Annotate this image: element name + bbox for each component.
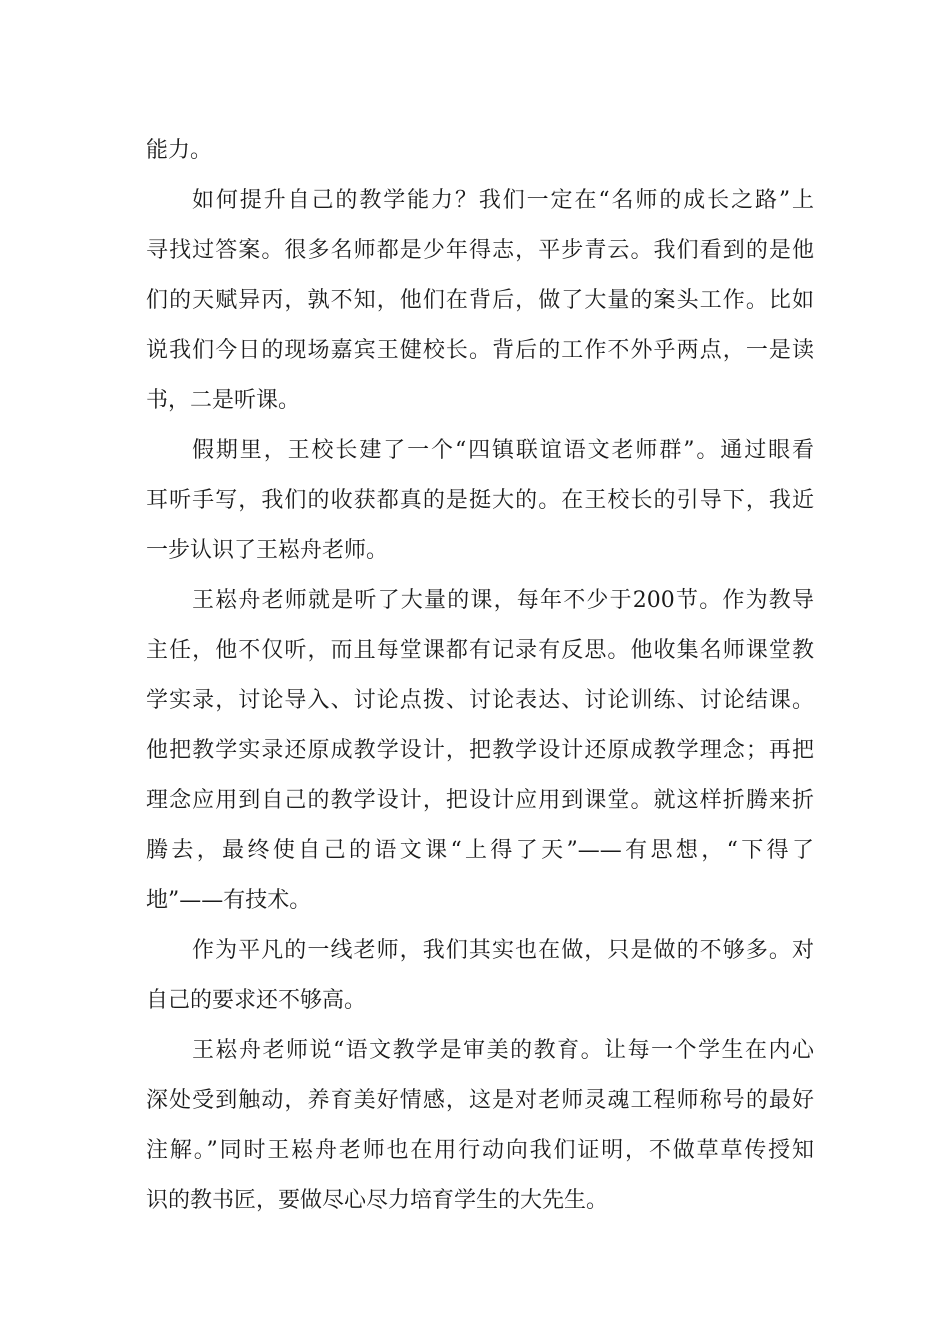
text-line: 寻找过答案。很多名师都是少年得志，平步青云。我们看到的是他 (146, 238, 814, 263)
text-line: 他把教学实录还原成教学设计，把教学设计还原成教学理念；再把 (146, 738, 814, 763)
text-line: 理念应用到自己的教学设计，把设计应用到课堂。就这样折腾来折 (146, 788, 814, 813)
text-line: 腾去，最终使自己的语文课“上得了天”——有思想，“下得了 (146, 838, 814, 863)
text-line: 书，二是听课。 (146, 388, 301, 413)
text-line: 能力。 (146, 138, 213, 163)
text-line: 一步认识了王崧舟老师。 (146, 538, 389, 563)
text-line: 王崧舟老师说“语文教学是审美的教育。让每一个学生在内心 (192, 1038, 814, 1063)
text-line: 学实录，讨论导入、讨论点拨、讨论表达、讨论训练、讨论结课。 (146, 688, 814, 713)
text-line: 假期里，王校长建了一个“四镇联谊语文老师群”。通过眼看 (192, 438, 814, 463)
text-line: 注解。”同时王崧舟老师也在用行动向我们证明，不做草草传授知 (146, 1138, 814, 1163)
text-line: 自己的要求还不够高。 (146, 988, 367, 1013)
text-line: 地”——有技术。 (146, 888, 312, 913)
text-line: 说我们今日的现场嘉宾王健校长。背后的工作不外乎两点，一是读 (146, 338, 814, 363)
text-line: 耳听手写，我们的收获都真的是挺大的。在王校长的引导下，我近 (146, 488, 814, 513)
text-line: 主任，他不仅听，而且每堂课都有记录有反思。他收集名师课堂教 (146, 638, 814, 663)
text-line: 深处受到触动，养育美好情感，这是对老师灵魂工程师称号的最好 (146, 1088, 814, 1113)
text-line: 识的教书匠，要做尽心尽力培育学生的大先生。 (146, 1188, 609, 1213)
text-line: 如何提升自己的教学能力？我们一定在“名师的成长之路”上 (192, 188, 814, 213)
text-line: 作为平凡的一线老师，我们其实也在做，只是做的不够多。对 (192, 938, 814, 963)
text-line: 们的天赋异丙，孰不知，他们在背后，做了大量的案头工作。比如 (146, 288, 814, 313)
text-line: 王崧舟老师就是听了大量的课，每年不少于200节。作为教导 (192, 588, 814, 613)
